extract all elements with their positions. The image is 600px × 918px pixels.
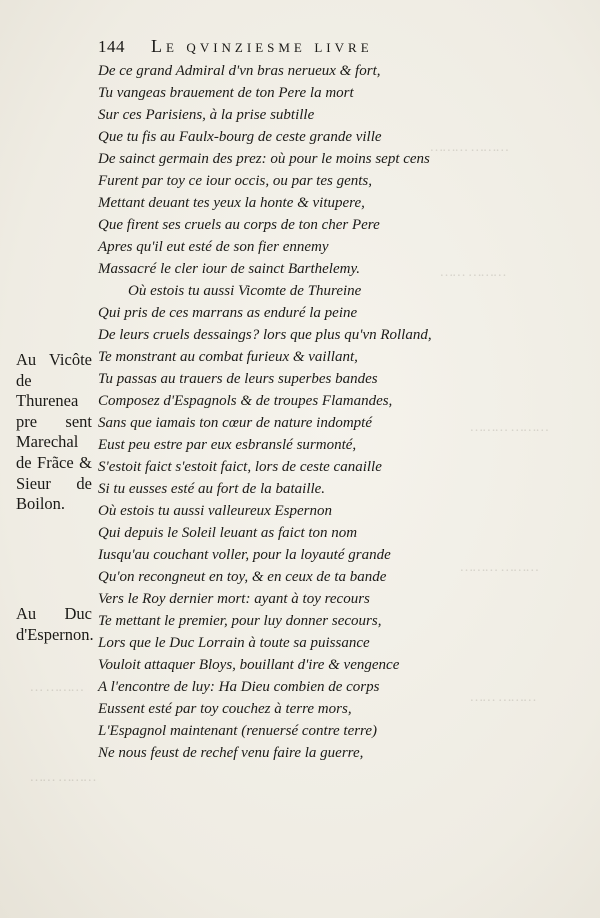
poem-verses — [98, 60, 498, 764]
show-through-text: ……… ……… — [460, 560, 539, 575]
verse-line: Tu passas au trauers de leurs superbes bandes — [98, 371, 378, 387]
show-through-text: ……… …… — [440, 265, 506, 280]
verse-line: Furent par toy ce iour occis, ou par tes gents, — [98, 173, 372, 189]
verse-line: L'Espagnol maintenant (renuersé contre terre) — [98, 723, 377, 739]
verse-line: Qu'on recongneut en toy, & en ceux de ta bande — [98, 569, 387, 585]
verse-line: De leurs cruels dessaings? lors que plus qu'vn Rolland, — [98, 327, 432, 343]
verse-line: Apres qu'il eut esté de son fier ennemy — [98, 239, 329, 255]
verse-line: Que firent ses cruels au corps de ton cher Pere — [98, 217, 380, 233]
verse-line: Qui pris de ces marrans as enduré la peine — [98, 305, 358, 321]
verse-line: A l'encontre de luy: Ha Dieu combien de corps — [98, 679, 380, 695]
verse-line: Où estois tu aussi valleureux Espernon — [98, 503, 333, 519]
verse-line: Mettant deuant tes yeux la honte & vitupere, — [98, 195, 365, 211]
verse-line: S'estoit faict s'estoit faict, lors de ceste canaille — [98, 459, 382, 475]
verse-line: Vers le Roy dernier mort: ayant à toy recours — [98, 591, 370, 607]
verse-line: Eust peu estre par eux esbranslé surmonté, — [98, 437, 357, 453]
show-through-text: ……… … — [30, 680, 84, 695]
verse-line: Que tu fis au Faulx-bourg de ceste grande ville — [98, 129, 382, 145]
margin-note-thureine: Au Vicôte de Thurenea pre sent Marechal de Frãce & Sieur de Boilon. — [16, 350, 92, 514]
page-number: 144 — [98, 37, 125, 56]
verse-line: Sans que iamais ton cœur de nature indompté — [98, 415, 373, 431]
verse-line: Ne nous feust de rechef venu faire la guerre, — [98, 745, 364, 761]
verse-line: Massacré le cler iour de sainct Barthelemy. — [98, 261, 361, 277]
verse-line: Si tu eusses esté au fort de la bataille. — [98, 481, 326, 497]
verse-line: Iusqu'au couchant voller, pour la loyauté grande — [98, 547, 391, 563]
verse-line: Te monstrant au combat furieux & vaillant, — [98, 349, 358, 365]
show-through-text: ……… …… — [30, 770, 96, 785]
verse-line: Vouloit attaquer Bloys, bouillant d'ire & vengence — [98, 657, 400, 673]
running-header — [98, 36, 468, 62]
verse-line: De sainct germain des prez: où pour le moins sept cens — [98, 151, 430, 167]
verse-line: Tu vangeas brauement de ton Pere la mort — [98, 85, 354, 101]
verse-line: Te mettant le premier, pour luy donner secours, — [98, 613, 382, 629]
verse-line: Composez d'Espagnols & de troupes Flamandes, — [98, 393, 393, 409]
verse-line: De ce grand Admiral d'vn bras nerueux & fort, — [98, 63, 381, 79]
show-through-text: ……… …… — [470, 690, 536, 705]
verse-line: Qui depuis le Soleil leuant as faict ton nom — [98, 525, 358, 541]
verse-line: Sur ces Parisiens, à la prise subtille — [98, 107, 315, 123]
show-through-text: ……… ……… — [470, 420, 549, 435]
running-title: Le qvinziesme livre — [151, 36, 373, 56]
margin-note-espernon: Au Duc d'Espernon. — [16, 604, 94, 644]
show-through-text: ……… ……… — [430, 140, 509, 155]
verse-line: Où estois tu aussi Vicomte de Thureine — [128, 283, 362, 299]
verse-line: Eussent esté par toy couchez à terre mors, — [98, 701, 352, 717]
verse-line: Lors que le Duc Lorrain à toute sa puissance — [98, 635, 370, 651]
